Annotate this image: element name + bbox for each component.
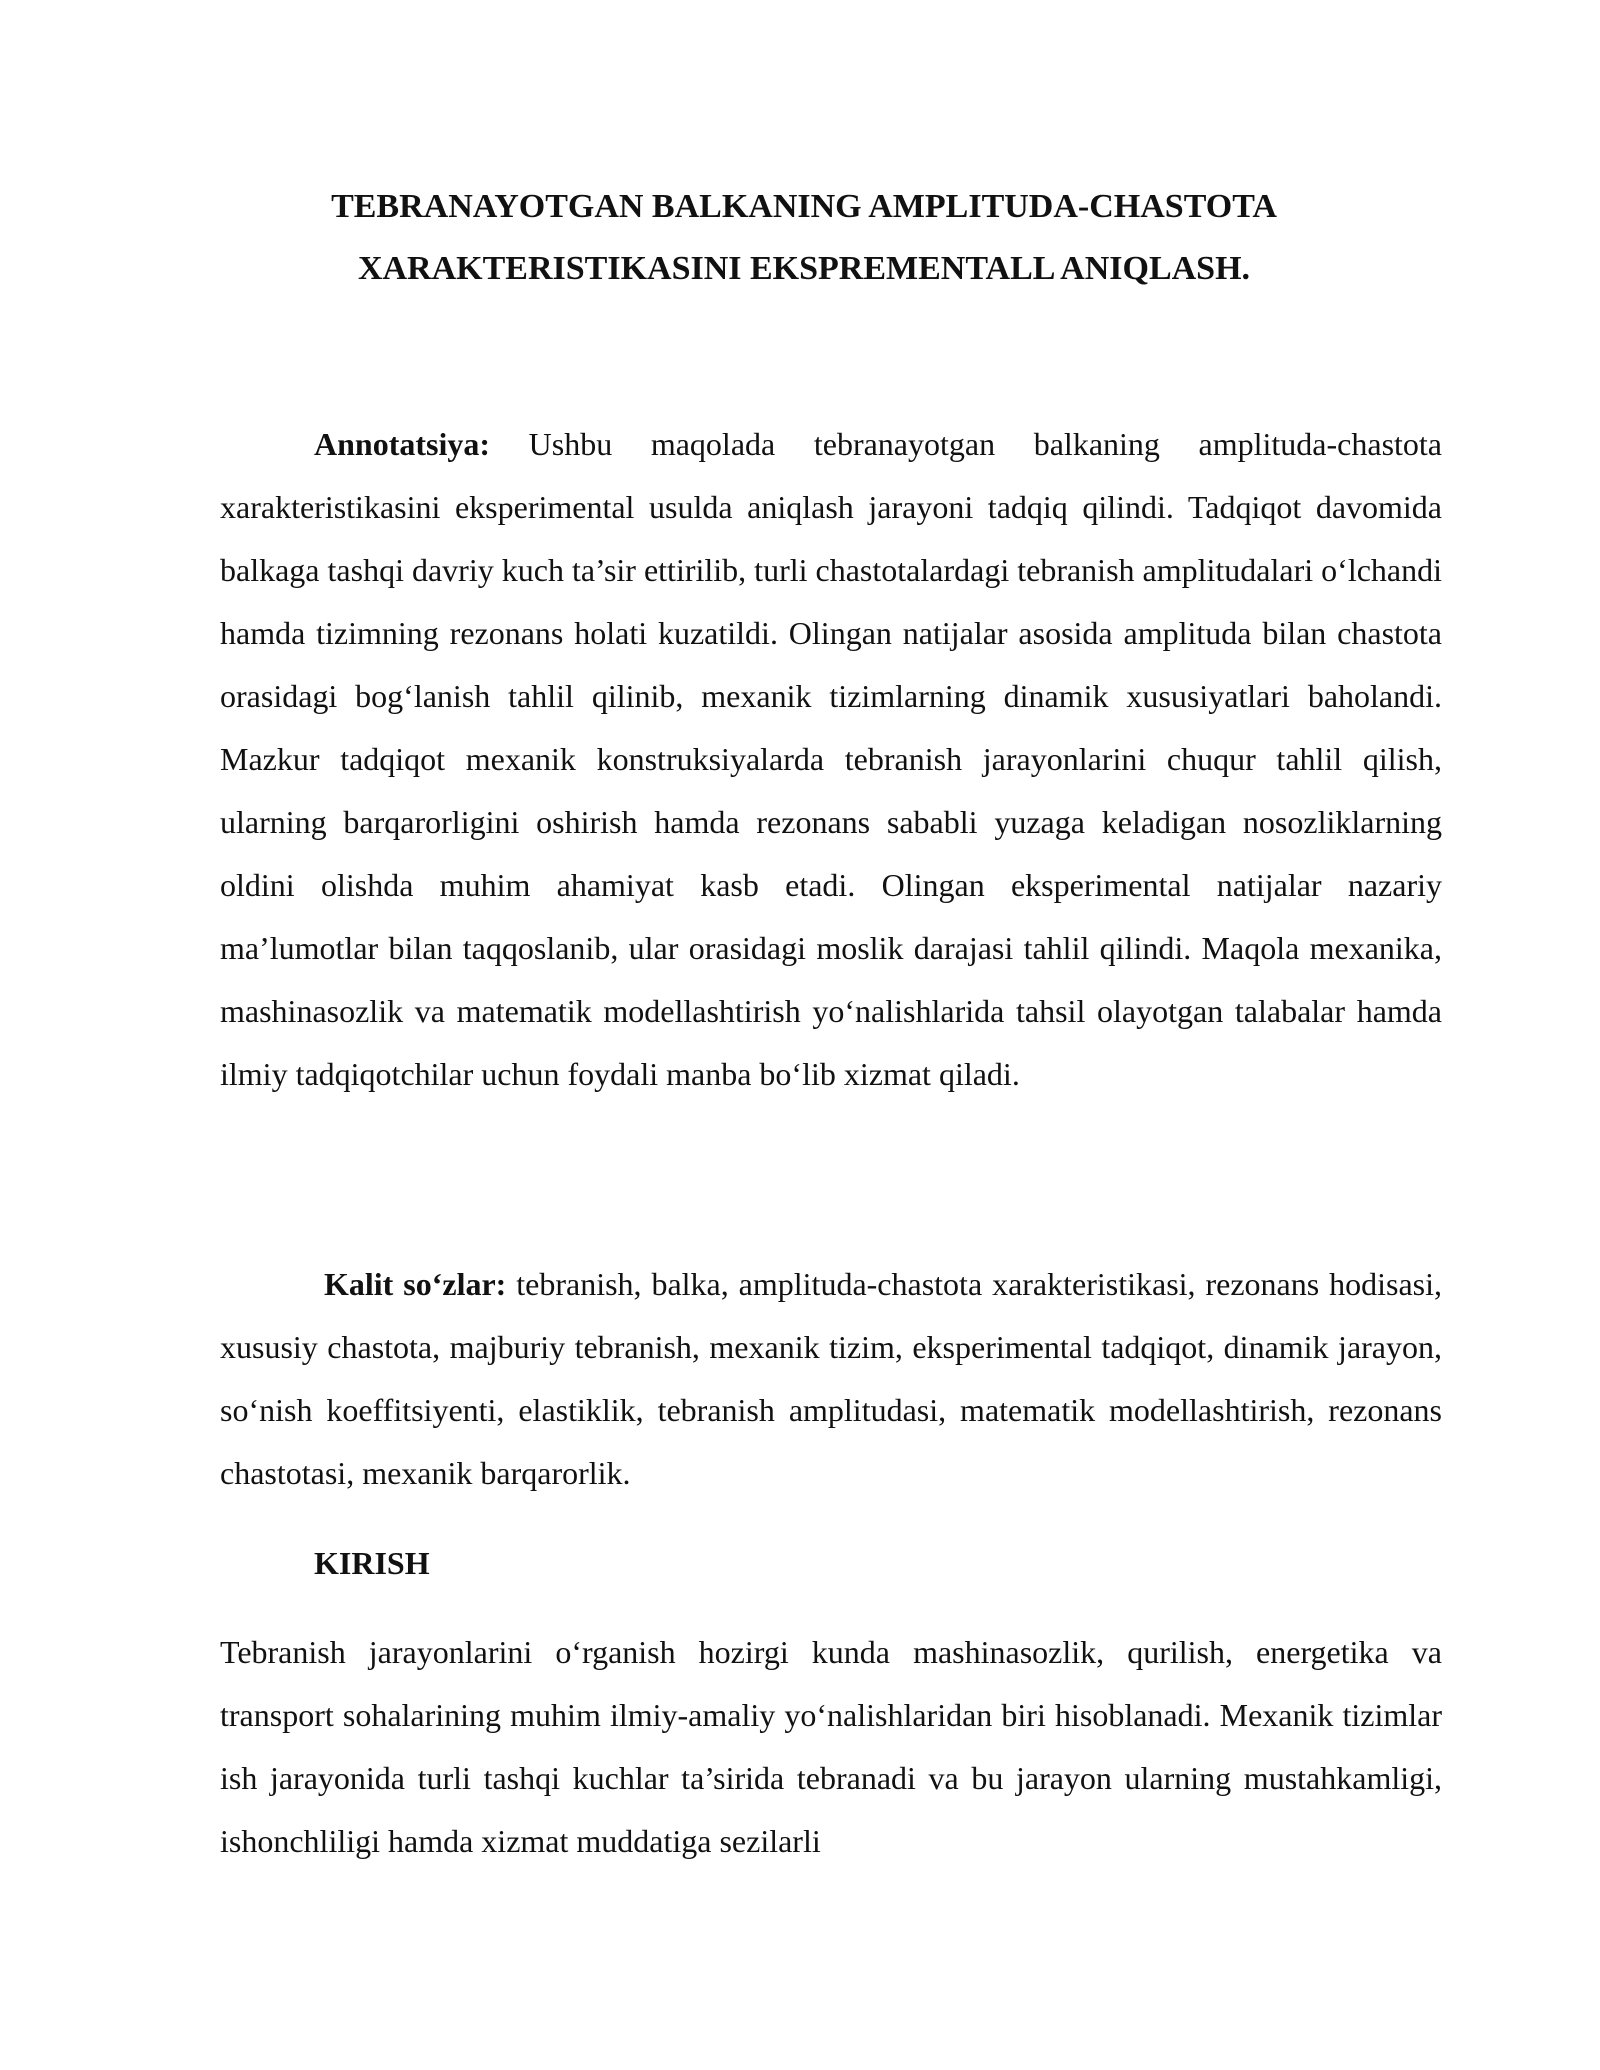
abstract-paragraph — [220, 413, 1442, 1106]
keywords-text: tebranish, balka, amplituda-chastota xarakteristikasi, rezonans hodisasi, xususiy chastota, majburiy tebranish, mexanik tizim, eksperimental tadqiqot, dinamik jarayon, so‘nish koeffitsiyenti, elastiklik, tebranish amplitudasi, matematik modellashtirish, rezonans chastotasi, mexanik barqarorlik. — [220, 1266, 1442, 1491]
keywords-label: Kalit so‘zlar: — [324, 1266, 507, 1302]
introduction-paragraph: Tebranish jarayonlarini o‘rganish hozirgi kunda mashinasozlik, qurilish, energetika va transport sohalarining muhim ilmiy-amaliy yo‘nalishlaridan biri hisoblanadi. Mexanik tizimlar ish jarayonida turli tashqi kuchlar ta’sirida tebranadi va bu jarayon ularning mustahkamligi, ishonchliligi hamda xizmat muddatiga sezilarli — [220, 1634, 1442, 1859]
abstract-label: Annotatsiya: — [314, 426, 491, 462]
keywords-paragraph — [220, 1253, 1442, 1505]
document-title — [220, 176, 1388, 300]
title-line-2: XARAKTERISTIKASINI EKSPREMENTALL ANIQLASH. — [357, 250, 1251, 287]
abstract-text: Ushbu maqolada tebranayotgan balkaning amplituda-chastota xarakteristikasini eksperimental usulda aniqlash jarayoni tadqiq qilindi. Tadqiqot davomida balkaga tashqi davriy kuch ta’sir ettirilib, turli chastotalardagi tebranish amplitudalari o‘lchandi hamda tizimning rezonans holati kuzatildi. Olingan natijalar asosida amplituda bilan chastota orasidagi bog‘lanish tahlil qilinib, mexanik tizimlarning dinamik xususiyatlari baholandi. Mazkur tadqiqot mexanik konstruksiyalarda tebranish jarayonlarini chuqur tahlil qilish, ularning barqarorligini oshirish hamda rezonans sababli yuzaga keladigan nosozliklarning oldini olishda muhim ahamiyat kasb etadi. Olingan eksperimental natijalar nazariy ma’lumotlar bilan taqqoslanib, ular orasidagi moslik darajasi tahlil qilindi. Maqola mexanika, mashinasozlik va matematik modellashtirish yo‘nalishlarida tahsil olayotgan talabalar hamda ilmiy tadqiqotchilar uchun foydali manba bo‘lib xizmat qiladi. — [220, 426, 1442, 1092]
title-line-1: TEBRANAYOTGAN BALKANING AMPLITUDA-CHASTOTA — [331, 188, 1277, 225]
section-heading-introduction: KIRISH — [314, 1545, 430, 1581]
